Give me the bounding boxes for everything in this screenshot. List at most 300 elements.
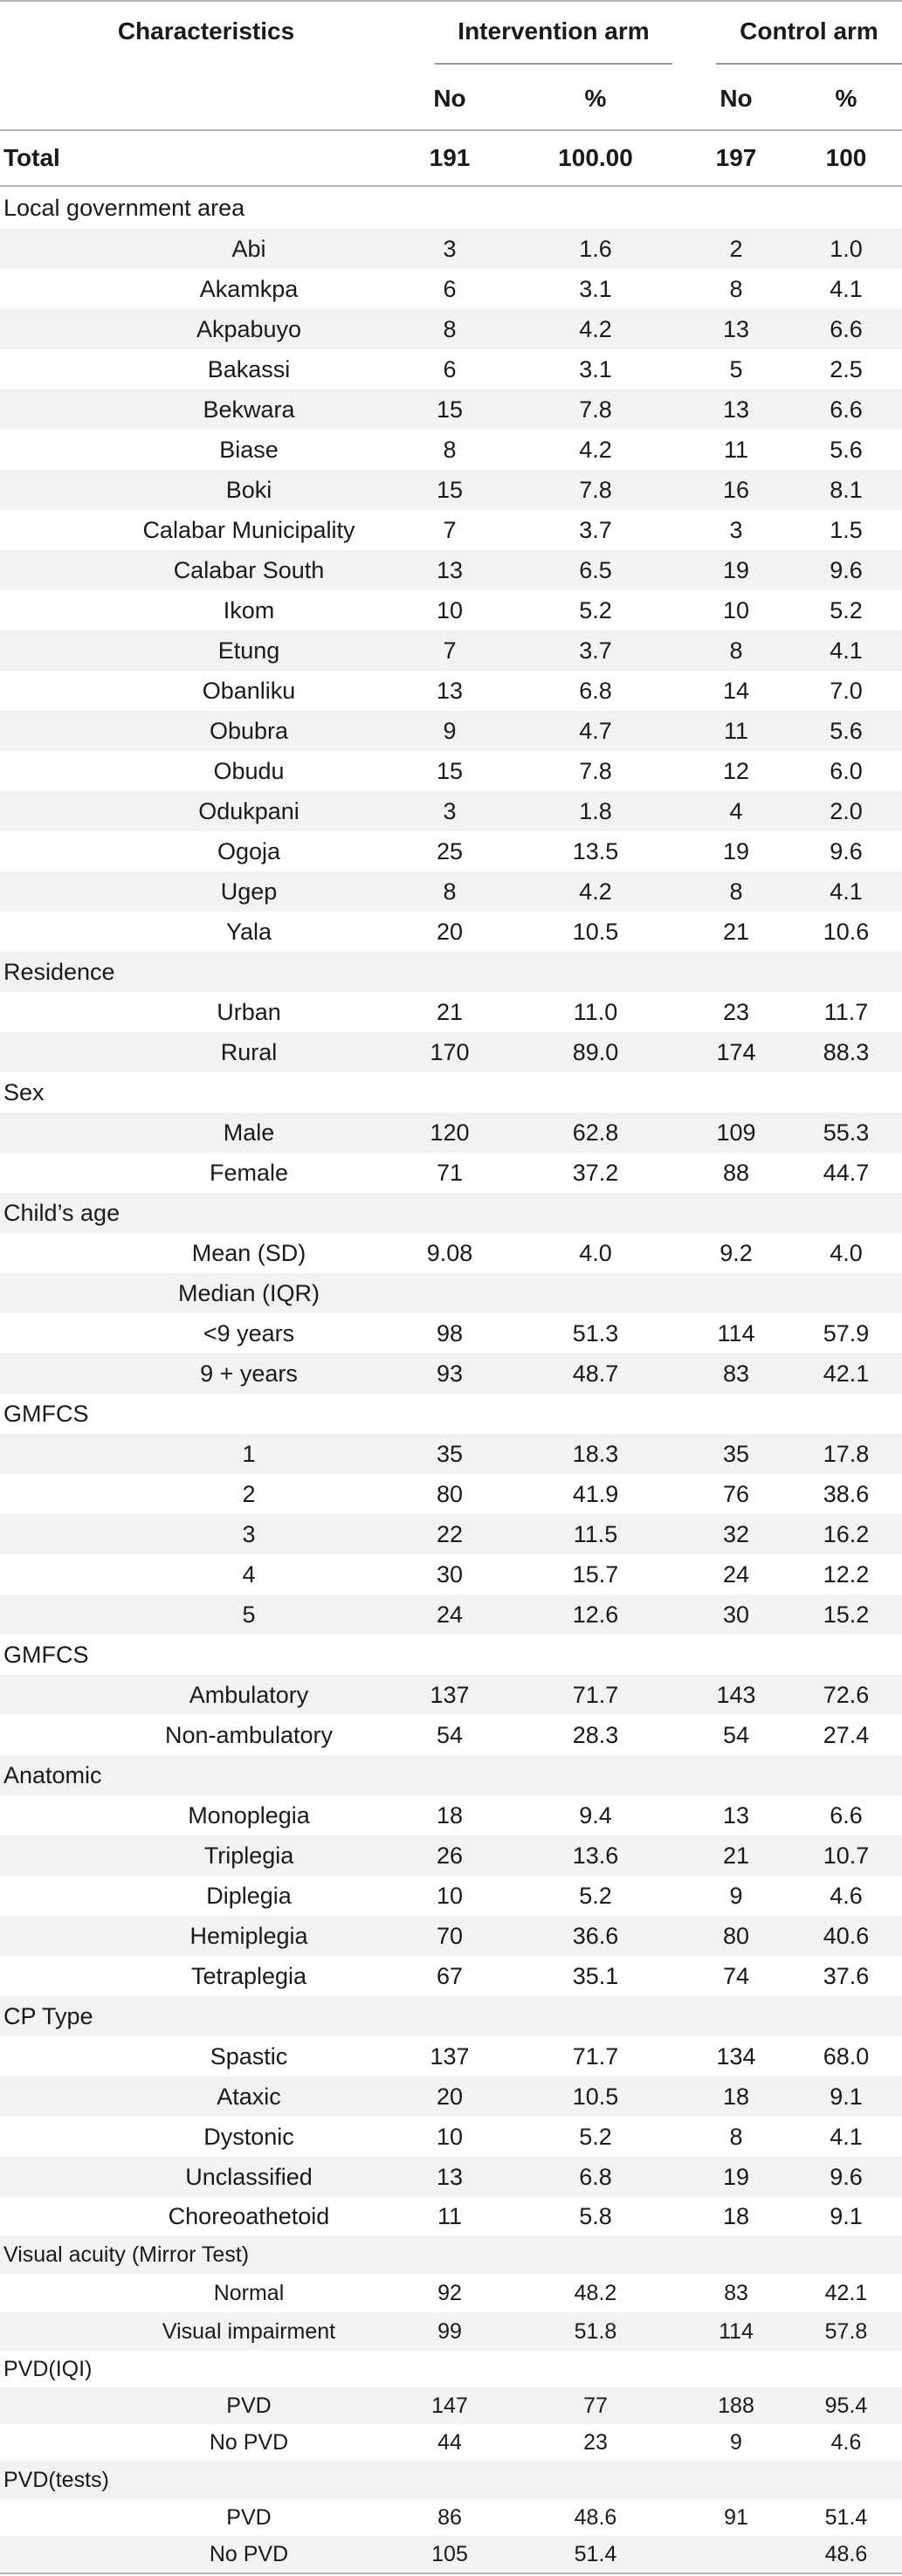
row-label: Rural — [220, 1038, 278, 1065]
control-no-cell — [690, 2536, 782, 2573]
total-intervention-no: 191 — [429, 144, 471, 171]
intervention-pct-cell: 62.8 — [572, 1119, 619, 1146]
intervention-pct-cell: 5.2 — [579, 596, 612, 623]
row-label: Ambulatory — [189, 1681, 309, 1708]
table-row — [0, 751, 902, 791]
control-no-cell: 21 — [722, 1842, 750, 1869]
control-pct-cell: 72.6 — [823, 1681, 870, 1708]
table-row — [0, 2077, 902, 2117]
control-pct-cell: 7.0 — [830, 677, 863, 704]
control-pct-cell: 6.6 — [830, 396, 863, 423]
intervention-pct-cell: 37.2 — [572, 1159, 619, 1186]
section-row — [0, 1635, 902, 1675]
control-pct-cell: 57.9 — [823, 1319, 870, 1347]
intervention-no-cell: 13 — [436, 677, 464, 704]
intervention-pct-cell: 3.7 — [579, 516, 612, 543]
control-pct-cell: 17.8 — [823, 1440, 870, 1467]
intervention-pct-cell: 6.5 — [579, 556, 612, 583]
control-pct-cell: 4.0 — [830, 1239, 863, 1266]
control-pct-cell: 4.1 — [830, 637, 863, 664]
section-row — [0, 2461, 902, 2499]
control-pct-cell: 6.6 — [830, 1801, 863, 1829]
section-label: Sex — [3, 1078, 45, 1105]
intervention-pct-cell: 5.2 — [579, 1882, 612, 1909]
section-label: CP Type — [3, 2002, 93, 2029]
intervention-pct-cell: 4.2 — [579, 436, 612, 463]
control-no-cell: 3 — [729, 516, 743, 543]
table-row — [0, 430, 902, 470]
intervention-pct-cell: 41.9 — [572, 1480, 619, 1507]
intervention-pct-cell: 3.7 — [579, 637, 612, 664]
row-label: 1 — [242, 1440, 256, 1467]
control-pct-cell: 1.5 — [830, 516, 863, 543]
control-pct-cell — [803, 1273, 889, 1313]
table-row — [0, 2197, 902, 2235]
intervention-no-cell: 67 — [436, 1962, 464, 1989]
table-row — [0, 2274, 902, 2312]
row-label: Diplegia — [206, 1882, 292, 1909]
section-row — [0, 2235, 902, 2274]
table-row — [0, 349, 902, 389]
control-pct-cell: 68.0 — [823, 2042, 870, 2070]
intervention-pct-cell — [541, 1273, 650, 1313]
control-no-cell: 74 — [722, 1962, 750, 1989]
intervention-no-cell: 9 — [443, 717, 457, 744]
control-no-cell: 11 — [723, 717, 749, 744]
control-pct-cell: 5.2 — [830, 596, 863, 623]
header-control-no: No — [720, 85, 753, 112]
row-label: PVD — [226, 2504, 272, 2530]
control-no-cell: 13 — [722, 396, 750, 423]
intervention-no-cell: 6 — [443, 355, 457, 382]
intervention-pct-cell: 1.6 — [579, 235, 612, 262]
row-label: Tetraplegia — [190, 1962, 307, 1989]
control-no-cell: 10 — [722, 596, 750, 623]
control-pct-cell: 9.6 — [830, 556, 863, 583]
intervention-no-cell: 137 — [430, 2042, 470, 2070]
control-pct-cell: 2.5 — [830, 355, 863, 382]
intervention-pct-cell: 12.6 — [572, 1601, 619, 1628]
table-row — [0, 1956, 902, 1996]
row-label: Choreoathetoid — [168, 2202, 330, 2229]
row-label: Bakassi — [207, 355, 291, 382]
intervention-pct-cell: 71.7 — [572, 2042, 619, 2070]
intervention-no-cell: 15 — [436, 757, 464, 784]
control-no-cell: 12 — [722, 757, 750, 784]
control-no-cell: 11 — [723, 436, 749, 463]
intervention-no-cell: 93 — [436, 1360, 464, 1387]
row-label: <9 years — [203, 1319, 295, 1347]
section-row — [0, 1755, 902, 1795]
intervention-pct-cell: 51.3 — [572, 1319, 619, 1347]
table-row — [0, 1514, 902, 1554]
table-row — [0, 711, 902, 751]
intervention-no-cell: 10 — [436, 1882, 464, 1909]
total-intervention-pct: 100.00 — [558, 144, 633, 171]
table-row — [0, 1032, 902, 1072]
row-label: Calabar Municipality — [142, 516, 355, 543]
table-row — [0, 831, 902, 871]
intervention-pct-cell: 36.6 — [572, 1922, 619, 1949]
table-row — [0, 309, 902, 349]
control-pct-cell: 12.2 — [823, 1560, 870, 1588]
control-pct-cell: 8.1 — [830, 476, 863, 503]
intervention-no-cell: 10 — [436, 596, 464, 623]
row-label: 5 — [242, 1601, 256, 1628]
control-pct-cell: 5.6 — [830, 436, 863, 463]
row-label: Ogoja — [217, 837, 281, 864]
row-label: Boki — [225, 476, 272, 503]
table-row — [0, 1153, 902, 1193]
control-pct-cell: 42.1 — [824, 2280, 868, 2305]
table-row — [0, 389, 902, 430]
intervention-no-cell: 80 — [436, 1480, 464, 1507]
intervention-pct-cell: 5.2 — [579, 2123, 612, 2150]
header-row-groups — [0, 2, 902, 61]
control-no-cell: 5 — [729, 355, 743, 382]
intervention-no-cell: 3 — [443, 797, 457, 824]
section-row — [0, 2351, 902, 2387]
control-no-cell: 14 — [722, 677, 750, 704]
control-pct-cell: 4.1 — [830, 878, 863, 905]
control-no-cell: 9 — [729, 1882, 743, 1909]
control-no-cell: 188 — [718, 2393, 754, 2418]
table-row — [0, 1836, 902, 1876]
intervention-no-cell: 13 — [436, 2163, 464, 2190]
control-no-cell: 8 — [729, 637, 743, 664]
row-label: Normal — [213, 2280, 285, 2305]
intervention-no-cell — [402, 1273, 498, 1313]
header-row-columns — [0, 75, 902, 122]
intervention-no-cell: 71 — [436, 1159, 464, 1186]
control-no-cell: 19 — [722, 837, 750, 864]
intervention-pct-cell: 13.6 — [572, 1842, 619, 1869]
table-row — [0, 1876, 902, 1916]
row-label: Unclassified — [185, 2163, 313, 2190]
intervention-no-cell: 105 — [431, 2541, 468, 2566]
intervention-no-cell: 21 — [436, 998, 464, 1025]
control-no-cell: 4 — [729, 797, 743, 824]
header-intervention-pct: % — [584, 85, 607, 112]
header-intervention-arm: Intervention arm — [458, 17, 650, 45]
table-row — [0, 2499, 902, 2536]
control-no-cell: 174 — [716, 1038, 756, 1065]
header-intervention-no: No — [433, 85, 466, 112]
control-pct-cell: 1.0 — [830, 235, 863, 262]
intervention-pct-cell: 10.5 — [572, 2083, 619, 2110]
row-label: 9 + years — [200, 1360, 298, 1387]
control-pct-cell: 10.7 — [823, 1842, 870, 1869]
intervention-pct-cell: 18.3 — [572, 1440, 619, 1467]
control-pct-cell: 37.6 — [823, 1962, 870, 1989]
control-pct-cell: 38.6 — [823, 1480, 870, 1507]
control-pct-cell: 57.8 — [824, 2318, 868, 2344]
section-label: Child’s age — [3, 1199, 120, 1226]
control-no-cell: 54 — [722, 1721, 750, 1748]
control-pct-cell: 4.6 — [830, 1882, 863, 1909]
table-row — [0, 2387, 902, 2424]
intervention-pct-cell: 89.0 — [572, 1038, 619, 1065]
row-label: Spastic — [210, 2042, 288, 2070]
intervention-no-cell: 6 — [443, 275, 457, 302]
table-row — [0, 1112, 902, 1153]
intervention-no-cell: 22 — [436, 1520, 464, 1547]
intervention-no-cell: 13 — [436, 556, 464, 583]
intervention-pct-cell: 51.4 — [574, 2541, 617, 2566]
control-pct-cell: 40.6 — [823, 1922, 870, 1949]
section-label: GMFCS — [3, 1400, 89, 1427]
header-characteristics: Characteristics — [117, 17, 295, 45]
control-no-cell — [690, 1273, 782, 1313]
table-row — [0, 1554, 902, 1595]
control-pct-cell: 4.1 — [830, 275, 863, 302]
control-pct-cell: 55.3 — [823, 1119, 870, 1146]
control-no-cell: 83 — [722, 1360, 750, 1387]
intervention-no-cell: 8 — [443, 878, 457, 905]
row-label: Dystonic — [203, 2123, 294, 2150]
control-pct-cell: 5.6 — [830, 717, 863, 744]
intervention-pct-cell: 48.7 — [572, 1360, 619, 1387]
row-label: No PVD — [209, 2429, 289, 2455]
intervention-no-cell: 8 — [443, 436, 457, 463]
row-label: Visual impairment — [162, 2318, 336, 2344]
control-no-cell: 30 — [722, 1601, 750, 1628]
control-no-cell: 2 — [729, 235, 743, 262]
table-row — [0, 912, 902, 952]
control-no-cell: 23 — [722, 998, 750, 1025]
section-row — [0, 187, 902, 229]
section-label: PVD(IQI) — [3, 2356, 93, 2381]
intervention-pct-cell: 10.5 — [572, 918, 619, 945]
table-row — [0, 1916, 902, 1956]
control-no-cell: 18 — [722, 2083, 750, 2110]
table-bottom-rule — [0, 2573, 902, 2574]
intervention-pct-cell: 15.7 — [572, 1560, 619, 1588]
intervention-pct-cell: 7.8 — [579, 757, 612, 784]
header-control-arm: Control arm — [740, 17, 878, 45]
table-row — [0, 229, 902, 269]
section-label: Anatomic — [3, 1761, 102, 1788]
intervention-pct-cell: 3.1 — [579, 355, 612, 382]
intervention-no-cell: 3 — [443, 235, 457, 262]
control-no-cell: 134 — [716, 2042, 756, 2070]
intervention-pct-cell: 71.7 — [572, 1681, 619, 1708]
table-row — [0, 1273, 902, 1313]
control-pct-cell: 27.4 — [823, 1721, 870, 1748]
table-row — [0, 1434, 902, 1474]
row-label: Akamkpa — [199, 275, 299, 302]
intervention-no-cell: 170 — [430, 1038, 470, 1065]
intervention-pct-cell: 77 — [583, 2393, 608, 2418]
total-control-no: 197 — [715, 144, 757, 171]
control-pct-cell: 16.2 — [823, 1520, 870, 1547]
table-row — [0, 630, 902, 671]
row-label: Obudu — [213, 757, 285, 784]
intervention-no-cell: 120 — [430, 1119, 470, 1146]
row-label: Urban — [217, 998, 281, 1025]
table-row — [0, 2536, 902, 2573]
row-label: 2 — [242, 1480, 256, 1507]
row-label: Abi — [231, 235, 266, 262]
control-no-cell: 76 — [722, 1480, 750, 1507]
section-label: Local government area — [3, 194, 245, 221]
intervention-pct-cell: 3.1 — [579, 275, 612, 302]
control-pct-cell: 2.0 — [830, 797, 863, 824]
intervention-no-cell: 147 — [431, 2393, 468, 2418]
intervention-pct-cell: 48.2 — [574, 2280, 617, 2305]
row-label: Ataxic — [217, 2083, 281, 2110]
control-pct-cell: 88.3 — [823, 1038, 870, 1065]
table-row — [0, 1353, 902, 1394]
intervention-no-cell: 137 — [430, 1681, 470, 1708]
intervention-no-cell: 30 — [436, 1560, 464, 1588]
control-no-cell: 21 — [722, 918, 750, 945]
table-row — [0, 470, 902, 510]
intervention-no-cell: 35 — [436, 1440, 464, 1467]
row-label: 4 — [242, 1560, 256, 1588]
control-pct-cell: 15.2 — [823, 1601, 870, 1628]
control-no-cell: 143 — [716, 1681, 756, 1708]
intervention-pct-cell: 4.2 — [579, 878, 612, 905]
control-no-cell: 18 — [722, 2202, 750, 2229]
row-label: Hemiplegia — [189, 1922, 308, 1949]
control-pct-cell: 44.7 — [823, 1159, 870, 1186]
header-control-pct: % — [835, 85, 857, 112]
section-row — [0, 1996, 902, 2036]
table-row — [0, 1715, 902, 1755]
row-label: Obubra — [209, 717, 289, 744]
section-row — [0, 1394, 902, 1434]
control-no-cell: 114 — [719, 2318, 754, 2344]
total-control-pct: 100 — [825, 144, 867, 171]
table-row — [0, 2424, 902, 2461]
row-label: Monoplegia — [188, 1801, 310, 1829]
control-pct-cell: 4.6 — [830, 2429, 862, 2455]
intervention-no-cell: 8 — [443, 315, 457, 342]
intervention-no-cell: 70 — [436, 1922, 464, 1949]
intervention-no-cell: 25 — [436, 837, 464, 864]
control-pct-cell: 95.4 — [824, 2393, 868, 2418]
row-label: Non-ambulatory — [164, 1721, 334, 1748]
row-label: Median (IQR) — [177, 1279, 320, 1306]
control-pct-cell: 51.4 — [824, 2504, 868, 2530]
intervention-pct-cell: 48.6 — [574, 2504, 617, 2530]
table-row — [0, 269, 902, 309]
intervention-pct-cell: 11.5 — [573, 1520, 618, 1547]
table-row — [0, 791, 902, 831]
control-no-cell: 19 — [722, 2163, 750, 2190]
control-no-cell: 13 — [722, 1801, 750, 1829]
table-row — [0, 1795, 902, 1836]
intervention-no-cell: 86 — [437, 2504, 462, 2530]
control-no-cell: 8 — [729, 275, 743, 302]
section-row — [0, 1193, 902, 1233]
intervention-no-cell: 20 — [436, 2083, 464, 2110]
intervention-no-cell: 15 — [436, 396, 464, 423]
table-row — [0, 1474, 902, 1514]
section-row — [0, 952, 902, 992]
row-label: Male — [223, 1119, 275, 1146]
table-row — [0, 550, 902, 590]
control-no-cell: 16 — [722, 476, 750, 503]
control-no-cell: 9 — [730, 2429, 742, 2455]
control-no-cell: 35 — [722, 1440, 750, 1467]
intervention-pct-cell: 11.0 — [573, 998, 618, 1025]
section-label: PVD(tests) — [3, 2467, 109, 2492]
intervention-pct-cell: 4.2 — [579, 315, 612, 342]
table-row — [0, 871, 902, 912]
row-label: Triplegia — [203, 1842, 294, 1869]
intervention-pct-cell: 6.8 — [579, 677, 612, 704]
intervention-pct-cell: 4.0 — [579, 1239, 612, 1266]
row-label: Etung — [217, 637, 280, 664]
table-row — [0, 1233, 902, 1273]
intervention-no-cell: 24 — [436, 1601, 464, 1628]
control-pct-cell: 10.6 — [823, 918, 870, 945]
table-row — [0, 1595, 902, 1635]
row-label: Ugep — [220, 878, 278, 905]
row-label: PVD — [226, 2393, 272, 2418]
section-label: GMFCS — [3, 1641, 89, 1668]
row-label: Female — [209, 1159, 289, 1186]
control-no-cell: 91 — [724, 2504, 748, 2530]
control-pct-cell: 4.1 — [830, 2123, 863, 2150]
intervention-pct-cell: 7.8 — [579, 476, 612, 503]
control-no-cell: 13 — [722, 315, 750, 342]
row-label: Yala — [225, 918, 272, 945]
intervention-pct-cell: 5.8 — [579, 2202, 612, 2229]
table-row — [0, 2312, 902, 2351]
row-label: Odukpani — [198, 797, 300, 824]
table-row — [0, 1675, 902, 1715]
section-row — [0, 1072, 902, 1112]
control-subrule — [716, 63, 902, 65]
control-no-cell: 24 — [722, 1560, 750, 1588]
control-pct-cell: 9.1 — [830, 2202, 863, 2229]
intervention-pct-cell: 7.8 — [579, 396, 612, 423]
control-no-cell: 109 — [716, 1119, 756, 1146]
table-row — [0, 992, 902, 1032]
total-label: Total — [3, 144, 60, 171]
intervention-no-cell: 92 — [437, 2280, 462, 2305]
control-pct-cell: 6.0 — [830, 757, 863, 784]
intervention-pct-cell: 28.3 — [572, 1721, 619, 1748]
intervention-no-cell: 9.08 — [426, 1239, 473, 1266]
control-pct-cell: 42.1 — [823, 1360, 870, 1387]
intervention-pct-cell: 1.8 — [579, 797, 612, 824]
control-no-cell: 8 — [729, 878, 743, 905]
control-pct-cell: 9.1 — [830, 2083, 863, 2110]
intervention-no-cell: 20 — [436, 918, 464, 945]
control-no-cell: 114 — [717, 1319, 755, 1347]
intervention-no-cell: 7 — [443, 516, 457, 543]
control-pct-cell: 48.6 — [824, 2541, 868, 2566]
table-row — [0, 590, 902, 630]
intervention-no-cell: 44 — [437, 2429, 462, 2455]
intervention-pct-cell: 6.8 — [579, 2163, 612, 2190]
section-label: Visual acuity (Mirror Test) — [3, 2242, 250, 2267]
row-label: Mean (SD) — [191, 1239, 306, 1266]
row-label: Obanliku — [202, 677, 296, 704]
table-row — [0, 671, 902, 711]
intervention-no-cell: 15 — [436, 476, 464, 503]
row-label: Bekwara — [203, 396, 295, 423]
row-label: Biase — [219, 436, 279, 463]
table-row — [0, 1313, 902, 1353]
table-row — [0, 2157, 902, 2197]
intervention-no-cell: 54 — [436, 1721, 464, 1748]
control-pct-cell: 6.6 — [830, 315, 863, 342]
